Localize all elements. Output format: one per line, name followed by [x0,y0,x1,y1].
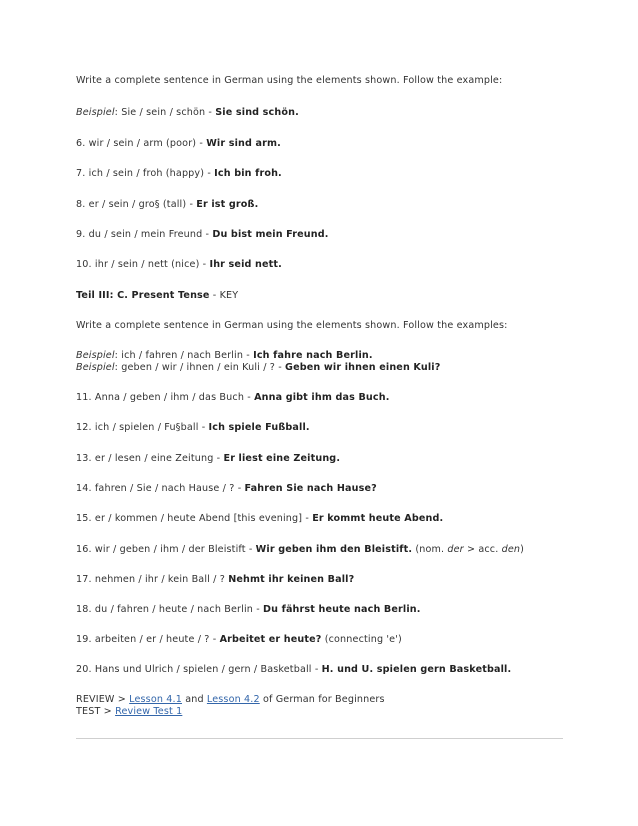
item-answer: Ich bin froh. [214,168,282,179]
item-answer: Du bist mein Freund. [212,229,329,240]
instructions-2: Write a complete sentence in German using the elements shown. Follow the examples: [76,320,508,331]
review-test-1-link[interactable]: Review Test 1 [115,706,183,717]
item-answer: H. und U. spielen gern Basketball. [321,664,512,675]
item-prompt: 8. er / sein / gro§ (tall) - [76,199,197,210]
test-line: TEST > Review Test 1 [76,706,183,717]
item-answer: Anna gibt ihm das Buch. [254,392,390,403]
exercise-item-8 [76,199,258,211]
example-prompt: : ich / fahren / nach Berlin - [114,350,254,361]
exercise-item-19 [76,634,402,646]
exercise-item-7 [76,168,282,180]
item-answer: Er ist groß. [196,199,259,210]
exercise-item-11 [76,392,390,404]
exercise-item-13 [76,453,340,465]
item-answer: Wir geben ihm den Bleistift. [255,544,413,555]
item-answer: Er kommt heute Abend. [312,513,444,524]
item-prompt: 12. ich / spielen / Fu§ball - [76,422,209,433]
case-note: (nom. der > acc. den) [412,544,525,555]
section-heading-bold: Teil III: C. Present Tense [76,290,210,301]
review-line: REVIEW > Lesson 4.1 and Lesson 4.2 of German for Beginners [76,694,385,705]
exercise-item-10 [76,259,282,271]
item-prompt: 7. ich / sein / froh (happy) - [76,168,215,179]
item-prompt: 16. wir / geben / ihm / der Bleistift - [76,544,256,555]
item-prompt: 17. nehmen / ihr / kein Ball / ? [76,574,229,585]
item-answer: Ich spiele Fußball. [208,422,310,433]
item-note: (connecting 'e') [321,634,402,645]
exercise-item-14 [76,483,377,495]
section-heading-suffix: - KEY [209,290,239,301]
item-prompt: 20. Hans und Ulrich / spielen / gern / Basketball - [76,664,322,675]
item-prompt: 10. ihr / sein / nett (nice) - [76,259,210,270]
exercise-item-20 [76,664,511,676]
item-prompt: 6. wir / sein / arm (poor) - [76,138,207,149]
exercise-item-15 [76,513,443,525]
item-answer: Nehmt ihr keinen Ball? [228,574,355,585]
item-prompt: 19. arbeiten / er / heute / ? - [76,634,220,645]
exercise-item-16 [76,544,524,556]
lesson-4-1-link[interactable]: Lesson 4.1 [129,694,182,705]
item-prompt: 14. fahren / Sie / nach Hause / ? - [76,483,245,494]
item-answer: Wir sind arm. [206,138,281,149]
section-heading [76,290,238,302]
example-prompt: : Sie / sein / schön - [114,107,216,118]
example-answer: Ich fahre nach Berlin. [253,350,373,361]
footer-links [76,694,385,718]
exercise-item-6 [76,138,281,150]
exercise-item-18 [76,604,421,616]
example-label: Beispiel [76,107,115,118]
item-prompt: 15. er / kommen / heute Abend [this evening] - [76,513,313,524]
item-answer: Er liest eine Zeitung. [223,453,341,464]
item-prompt: 11. Anna / geben / ihm / das Buch - [76,392,255,403]
example-label: Beispiel [76,350,115,361]
example-answer: Geben wir ihnen einen Kuli? [285,362,441,373]
item-prompt: 9. du / sein / mein Freund - [76,229,213,240]
example-prompt: : geben / wir / ihnen / ein Kuli / ? - [114,362,286,373]
example-answer: Sie sind schön. [215,107,299,118]
example-1 [76,107,299,119]
horizontal-divider [76,738,563,739]
exercise-item-9 [76,229,329,241]
exercise-item-12 [76,422,310,434]
instructions-1: Write a complete sentence in German using the elements shown. Follow the example: [76,75,503,86]
example-label: Beispiel [76,362,115,373]
item-answer: Ihr seid nett. [209,259,282,270]
item-answer: Du fährst heute nach Berlin. [263,604,421,615]
item-prompt: 13. er / lesen / eine Zeitung - [76,453,224,464]
item-answer: Fahren Sie nach Hause? [244,483,377,494]
item-answer: Arbeitet er heute? [219,634,322,645]
lesson-4-2-link[interactable]: Lesson 4.2 [206,694,260,705]
example-row [76,350,440,362]
example-2 [76,350,440,374]
item-prompt: 18. du / fahren / heute / nach Berlin - [76,604,264,615]
example-row [76,362,440,374]
exercise-item-17 [76,574,354,586]
